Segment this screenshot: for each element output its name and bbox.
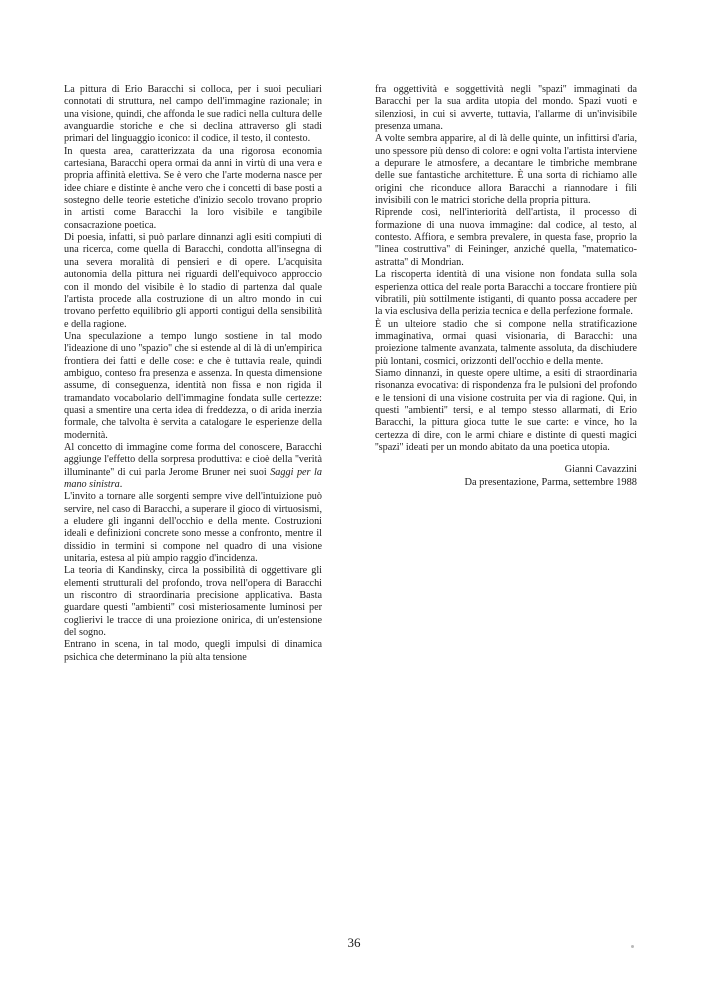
page-number: 36 xyxy=(347,935,361,950)
paragraph xyxy=(64,442,322,491)
scan-speck xyxy=(631,945,634,948)
left-text-column xyxy=(64,84,322,664)
source-line: Da presentazione, Parma, settembre 1988 xyxy=(464,477,637,489)
paragraph: Riprende così, nell'interiorità dell'artista, il processo di formazione di una nuova immagine: dal codice, al testo, al contesto. Affiora, e sembra prevalere, in questa fase, proprio la ''linea costruttiva'' di Feininger, anziché quella, ''matematico-astratta'' di Mondrian. xyxy=(375,207,637,268)
paragraph-text: Al concetto di immagine come forma del conoscere, Baracchi aggiunge l'effetto della sorpresa produttiva: e cioè della ''verità illuminante'' di cui parla Jerome Bruner nei suoi xyxy=(64,441,322,478)
paragraph: La pittura di Erio Baracchi si colloca, per i suoi peculiari connotati di struttura, nel campo dell'immagine razionale; in una visione, quindi, che affonda le sue radici nella cultura delle avanguardie storiche e che si declina attraverso gli stadi primari del linguaggio iconico: il codice, il testo, il contesto. xyxy=(64,84,322,145)
author-name: Gianni Cavazzini xyxy=(564,464,637,476)
book-title: Saggi per la mano sinistra xyxy=(64,466,322,490)
paragraph: La teoria di Kandinsky, circa la possibilità di oggettivare gli elementi strutturali del profondo, trova nell'opera di Baracchi un riscontro di straordinaria precisione applicativa. Basta guardare questi ''ambienti'' così misteriosamente luminosi per coglierivi le tracce di una proiezione onirica, di un'estensione del sogno. xyxy=(64,565,322,639)
paragraph: Una speculazione a tempo lungo sostiene in tal modo l'ideazione di uno ''spazio'' che si estende al di là di un'empirica frontiera dei fatti e delle cose: e che è tuttavia reale, quindi ambiguo, conteso fra presenza e assenza. In questa dimensione assume, di conseguenza, identità non fissa e non rigida il tramandato vocabolario dell'immagine fondata sulle certezze: quasi a smentire una certa idea di freddezza, o di arida inerzia formale, che talvolta è servita a catalogare le esperienze della modernità. xyxy=(64,330,322,441)
paragraph: Di poesia, infatti, si può parlare dinnanzi agli esiti compiuti di una ricerca, come quella di Baracchi, condotta all'insegna di una severa moralità di pensieri e di opere. L'acquisita autonomia della pittura nei riguardi dell'equivoco approccio con il mondo del visibile è lo stadio di partenza dal quale l'artista procede alla costruzione di un altro mondo in cui trovano perfetto equilibrio gli apporti contigui della sensibilità e della ragione. xyxy=(64,232,322,330)
right-text-column xyxy=(375,84,637,489)
paragraph: A volte sembra apparire, al di là delle quinte, un infittirsi d'aria, uno spessore più denso di colore: e ogni volta l'artista interviene a depurare le atmosfere, a decantare le timbriche membrane delle sue fantastiche architetture. È una sorta di richiamo alle origini che riconduce allora Baracchi a riannodare i fili invisibili con le matrici storiche della propria pittura. xyxy=(375,133,637,207)
paragraph: L'invito a tornare alle sorgenti sempre vive dell'intuizione può servire, nel caso di Baracchi, a superare il gioco di virtuosismi, a eludere gli inganni dell'occhio e della mente. Costruzioni ideali e definizioni concrete sono messe a confronto, mentre il dissidio in termini si compone nel quadro di una visione unitaria, estesa al più ampio raggio d'incidenza. xyxy=(64,491,322,565)
paragraph: Siamo dinnanzi, in queste opere ultime, a esiti di straordinaria risonanza evocativa: di rispondenza fra le pulsioni del profondo e le tensioni di una visione costruita per via di ragione. Qui, in questi ''ambienti'' tersi, e al tempo stesso allarmati, di Erio Baracchi, la pittura gioca tutte le sue carte: e vince, ho la certezza di dire, con le armi chiare e distinte di questi magici ''spazi'' ideati per un mondo abitato da una poetica utopia. xyxy=(375,367,637,453)
paragraph: fra oggettività e soggettività negli ''spazi'' immaginati da Baracchi per la sua ardita utopia del mondo. Spazi vuoti e silenziosi, in cui si avverte, tuttavia, l'allarme di un'invisibile presenza umana. xyxy=(375,84,637,133)
paragraph: La riscoperta identità di una visione non fondata sulla sola esperienza ottica del reale porta Baracchi a toccare frontiere più vibratili, più sottilmente istiganti, di quanto possa accadere per la via esclusiva della perizia tecnica e della perfezione formale. xyxy=(375,269,637,318)
paragraph: È un ulteiore stadio che si compone nella stratificazione immaginativa, ormai quasi visionaria, di Baracchi: una proiezione talmente avanzata, talmente assoluta, da dischiudere più lontani, cosmici, orizzonti dell'occhio e della mente. xyxy=(375,318,637,367)
paragraph: In questa area, caratterizzata da una rigorosa economia cartesiana, Baracchi opera ormai da anni in virtù di una vera e propria affinità elettiva. Se è vero che l'arte moderna nasce per idee chiare e distinte è anche vero che i concetti di base posti a sostegno delle teorie estetiche d'inizio secolo trovano proprio in artisti come Baracchi la loro visibile e tangibile consacrazione poetica. xyxy=(64,145,322,231)
signature-block xyxy=(375,463,637,489)
paragraph: Entrano in scena, in tal modo, quegli impulsi di dinamica psichica che determinano la più alta tensione xyxy=(64,639,322,663)
paragraph-punctuation: . xyxy=(119,479,123,490)
